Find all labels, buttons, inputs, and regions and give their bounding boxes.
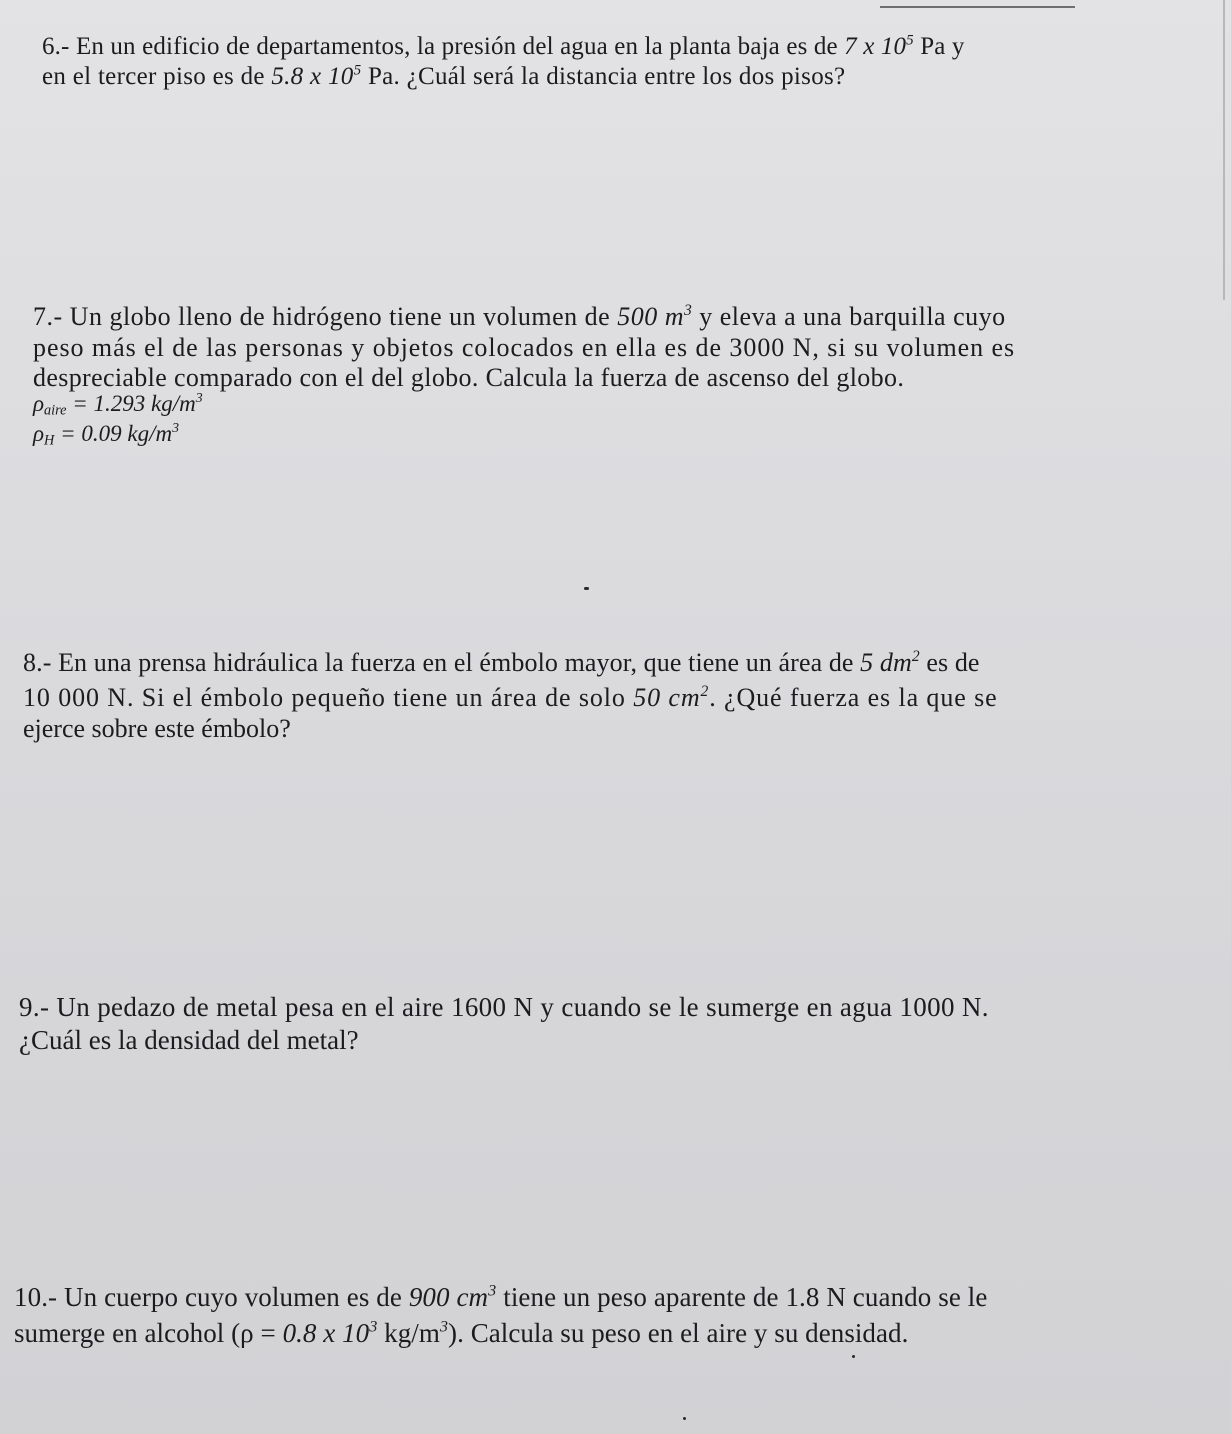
problem-10-line-2: [14, 1318, 908, 1348]
problem-text: sumerge en alcohol (ρ =: [14, 1318, 283, 1348]
problem-7-line-2: peso más el de las personas y objetos colocados en ella es de 3000 N, si su volumen es: [33, 333, 1016, 362]
problem-text: en el tercer piso es de: [42, 63, 272, 90]
pressure-value: 7 x $10^5$: [844, 32, 914, 60]
pressure-value: 5.8 x $10^5$: [271, 62, 362, 90]
problem-number: 7.-: [33, 302, 63, 331]
problem-7-line-3: despreciable comparado con el del globo. Calcula la fuerza de ascenso del globo.: [33, 363, 905, 392]
problem-text: Pa. ¿Cuál será la distancia entre los dos pisos?: [361, 63, 846, 90]
pen-mark: [683, 1417, 686, 1420]
top-divider: [880, 6, 1075, 8]
paper-edge: [1223, 0, 1225, 300]
problem-text: ). Calcula su peso en el aire y su densidad.: [448, 1318, 909, 1348]
density-value: 0.8 x $10^3$ $kg/m^3$: [282, 1317, 449, 1348]
problem-8-line-2: [23, 683, 998, 713]
area-value: 50 $cm^2$: [633, 682, 710, 712]
volume-value: 500 $m^3$: [617, 301, 693, 331]
problem-7-line-1: [33, 302, 1006, 332]
problem-9-line-2: ¿Cuál es la densidad del metal?: [19, 1025, 359, 1055]
volume-value: 900 $cm^3$: [408, 1281, 497, 1312]
problem-8-line-1: [23, 648, 980, 678]
problem-text: es de: [919, 648, 980, 677]
problem-6-line-1: [42, 32, 965, 62]
problem-text: En un edificio de departamentos, la presión del agua en la planta baja es de: [75, 33, 845, 60]
problem-number: 8.-: [23, 648, 52, 677]
problem-text: 10 000 N. Si el émbolo pequeño tiene un área de solo: [23, 683, 634, 712]
problem-8-line-3: ejerce sobre este émbolo?: [23, 714, 291, 743]
pen-mark: [852, 1355, 855, 1358]
problem-text: En una prensa hidráulica la fuerza en el émbolo mayor, que tiene un área de: [58, 648, 861, 677]
problem-text: Un globo lleno de hidrógeno tiene un volumen de: [69, 302, 618, 331]
problem-number: 6.-: [42, 33, 70, 60]
problem-text: . ¿Qué fuerza es la que se: [709, 683, 998, 712]
area-value: 5 $dm^2$: [860, 647, 920, 677]
problem-text: tiene un peso aparente de 1.8 N cuando se le: [496, 1282, 988, 1312]
density-air: $\rho_{aire} = 1.293$ $kg/m^3$: [33, 390, 203, 419]
problem-10-line-1: [14, 1282, 987, 1312]
problem-text: Pa y: [913, 33, 965, 60]
problem-number: 10.-: [14, 1282, 58, 1312]
problem-text: Un pedazo de metal pesa en el aire 1600 N y cuando se le sumerge en agua 1000 N.: [56, 992, 989, 1022]
problem-6-line-2: [42, 62, 845, 92]
problem-text: y eleva a una barquilla cuyo: [692, 302, 1006, 331]
problem-number: 9.-: [19, 992, 50, 1022]
density-hydrogen: $\rho_H = 0.09$ $kg/m^3$: [33, 420, 179, 449]
problem-9-line-1: [19, 992, 989, 1022]
pen-mark: [584, 587, 589, 590]
problem-text: Un cuerpo cuyo volumen es de: [64, 1282, 409, 1312]
